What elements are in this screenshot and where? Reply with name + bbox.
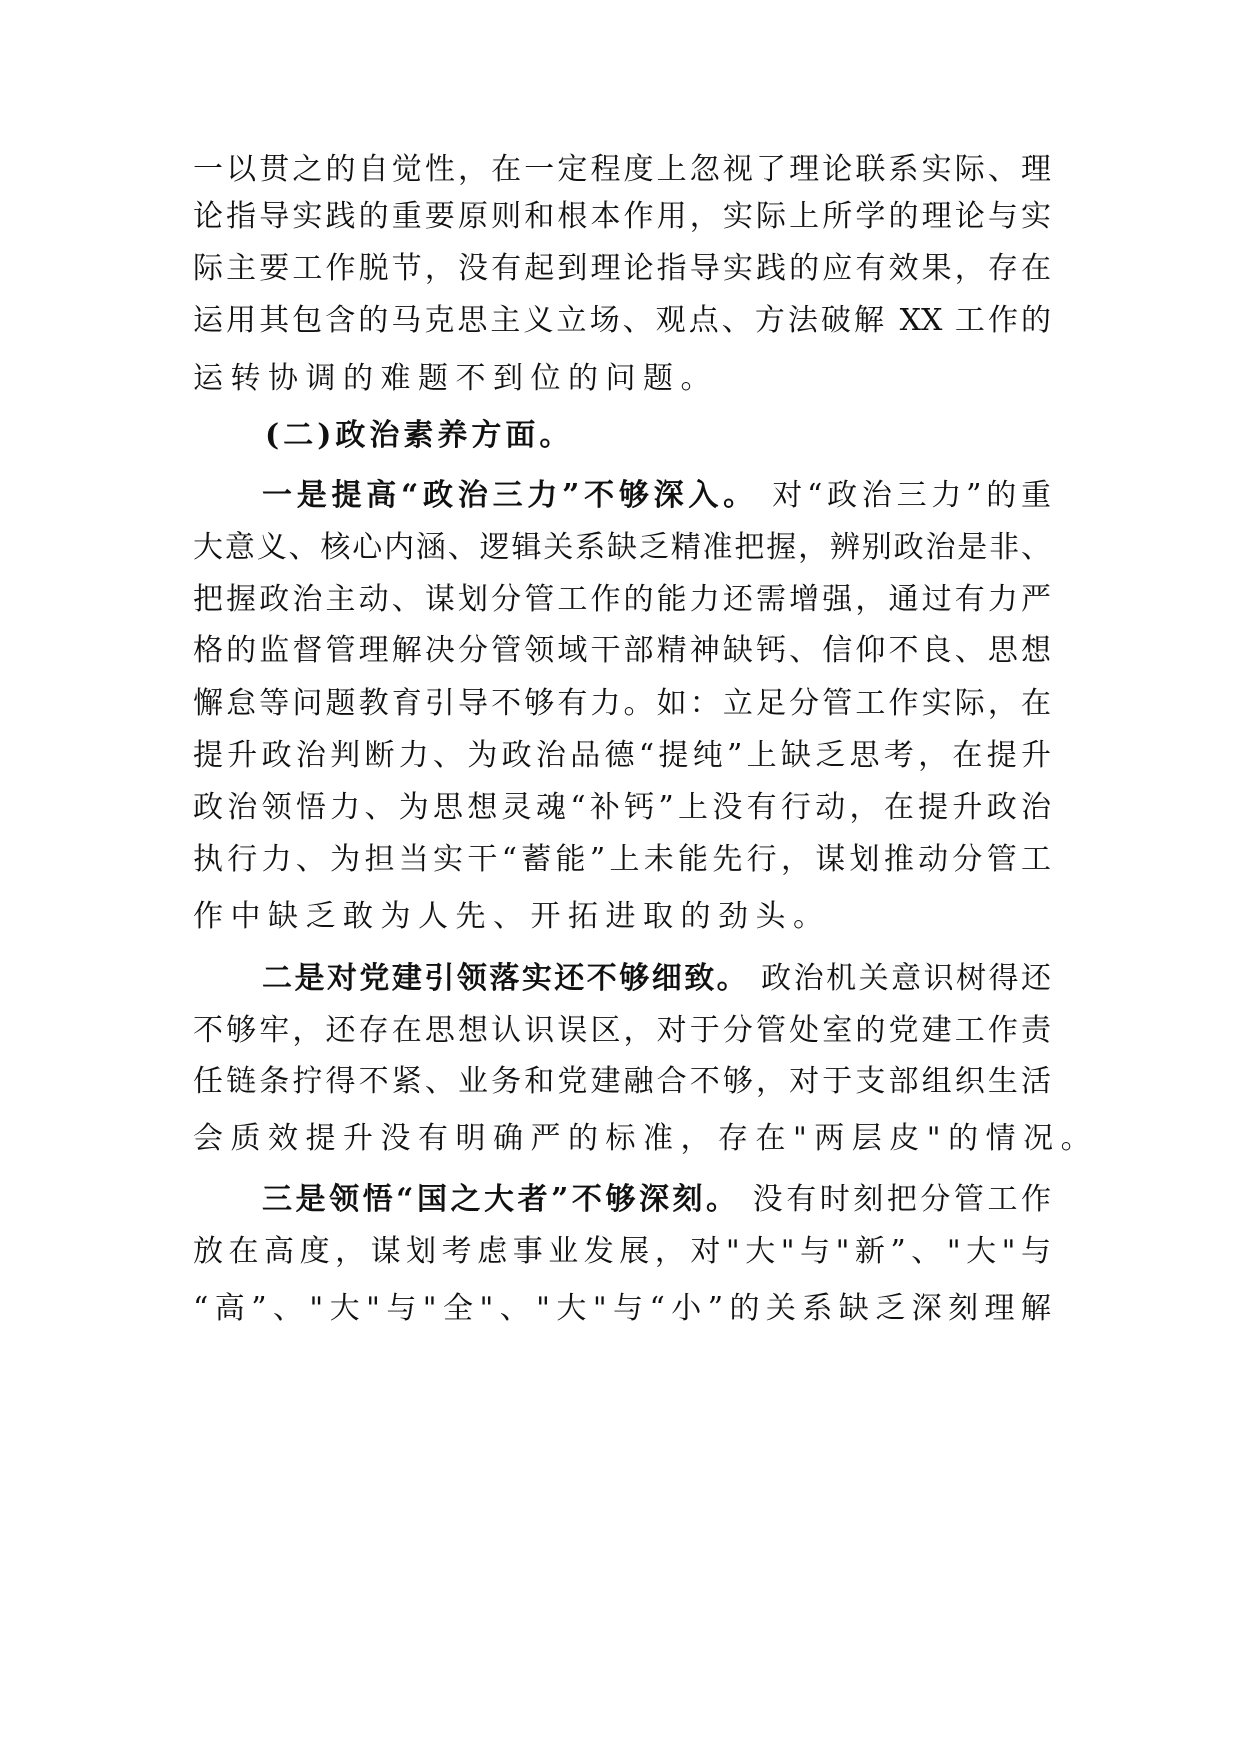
item-lead: 三是领悟“国之大者”不够深刻。	[262, 1182, 740, 1217]
item-text: 没有时刻把分管工作	[739, 1182, 1051, 1217]
paragraph-first-line	[262, 1176, 1051, 1224]
text-line: 一以贯之的自觉性，在一定程度上忽视了理论联系实际、理	[193, 152, 1051, 187]
text-line: 格的监督管理解决分管领域干部精神缺钙、信仰不良、思想	[193, 633, 1051, 668]
text-line: 放在高度，谋划考虑事业发展，对"大"与"新”、"大"与	[193, 1234, 1051, 1269]
text-line: 作中缺乏敢为人先、开拓进取的劲头。	[193, 899, 831, 934]
section-heading: (二)政治素养方面。	[265, 418, 574, 453]
text-line: 运转协调的难题不到位的问题。	[193, 361, 718, 396]
text-line: 大意义、核心内涵、逻辑关系缺乏精准把握，辨别政治是非、	[193, 530, 1051, 565]
text-line: “高”、"大"与"全"、"大"与“小”的关系缺乏深刻理解	[193, 1291, 1051, 1326]
paragraph-first-line	[262, 955, 1051, 1003]
text-line: 运用其包含的马克思主义立场、观点、方法破解 XX 工作的	[193, 303, 1051, 338]
text-line: 不够牢，还存在思想认识误区，对于分管处室的党建工作责	[193, 1013, 1051, 1048]
text-line: 论指导实践的重要原则和根本作用，实际上所学的理论与实	[193, 199, 1051, 234]
item-lead: 一是提高“政治三力”不够深入。	[262, 478, 758, 513]
text-line: 懈怠等问题教育引导不够有力。如：立足分管工作实际，在	[193, 686, 1051, 721]
text-line: 政治领悟力、为思想灵魂“补钙”上没有行动，在提升政治	[193, 790, 1051, 825]
text-line: 把握政治主动、谋划分管工作的能力还需增强，通过有力严	[193, 582, 1051, 617]
text-line: 会质效提升没有明确严的标准，存在"两层皮"的情况。	[193, 1121, 1099, 1156]
paragraph-first-line	[262, 472, 1051, 520]
text-line: 执行力、为担当实干“蓄能”上未能先行，谋划推动分管工	[193, 842, 1051, 877]
text-line: 任链条拧得不紧、业务和党建融合不够，对于支部组织生活	[193, 1064, 1051, 1099]
item-text: 政治机关意识树得还	[749, 961, 1052, 996]
item-lead: 二是对党建引领落实还不够细致。	[262, 961, 750, 996]
text-line: 际主要工作脱节，没有起到理论指导实践的应有效果，存在	[193, 251, 1051, 286]
item-text: 对“政治三力”的重	[757, 478, 1051, 513]
text-line: 提升政治判断力、为政治品德“提纯”上缺乏思考，在提升	[193, 738, 1051, 773]
